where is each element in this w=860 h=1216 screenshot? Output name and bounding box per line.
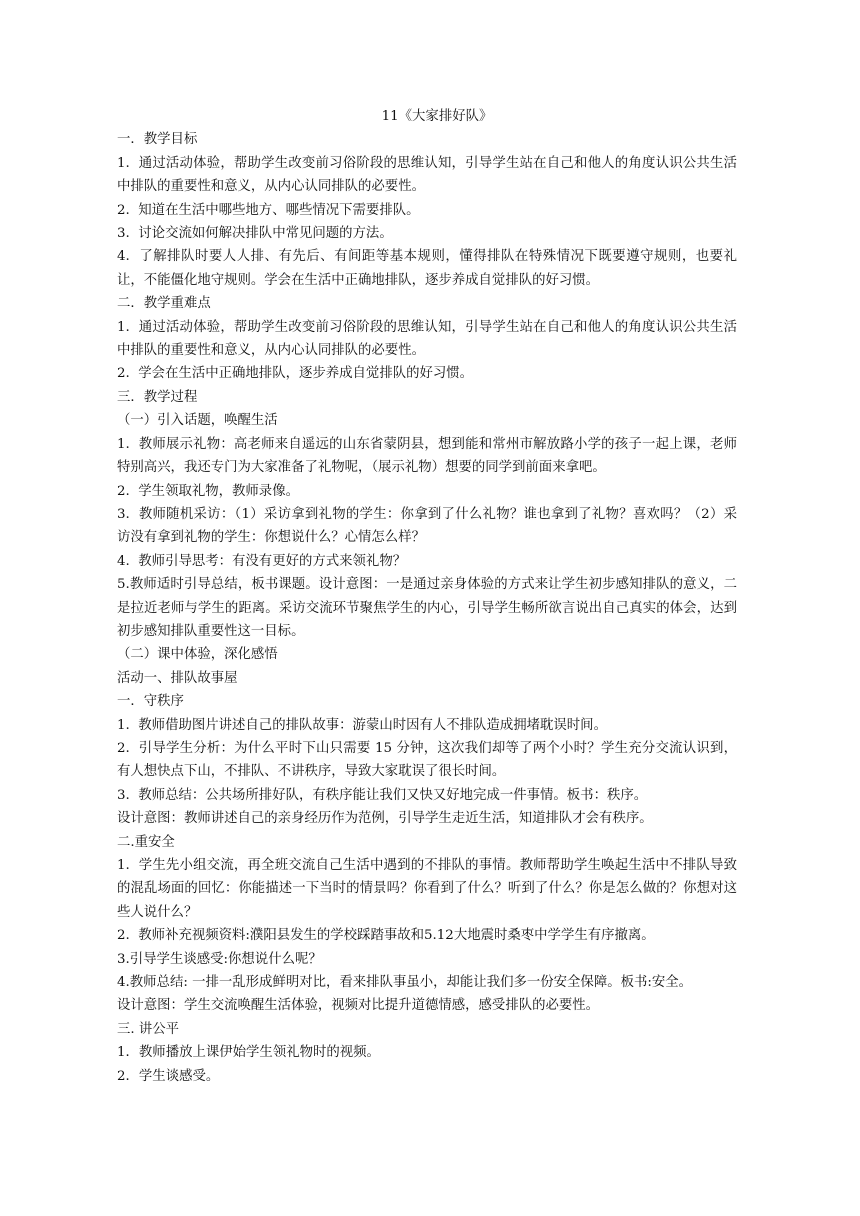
document-page bbox=[117, 105, 737, 1088]
paragraph: 1. 通过活动体验，帮助学生改变前习俗阶段的思维认知，引导学生站在自己和他人的角度认识公共生活中排队的重要性和意义，从内心认同排队的必要性。 bbox=[117, 155, 737, 195]
topic-heading: 一．守秩序 bbox=[117, 694, 184, 710]
paragraph: 4.教师总结: 一排一乱形成鲜明对比，看来排队事虽小，却能让我们多一份安全保障。板书:安全。 bbox=[117, 975, 693, 991]
paragraph: 1. 通过活动体验，帮助学生改变前习俗阶段的思维认知，引导学生站在自己和他人的角度认识公共生活中排队的重要性和意义，从内心认同排队的必要性。 bbox=[117, 319, 737, 359]
paragraph: 2. 学生领取礼物，教师录像。 bbox=[117, 483, 299, 499]
paragraph: 1. 学生先小组交流，再全班交流自己生活中遇到的不排队的事情。教师帮助学生唤起生活中不排队导致的混乱场面的回忆：你能描述一下当时的情景吗？你看到了什么？听到了什么？你是怎么做的？你想对这些人说什么？ bbox=[117, 858, 737, 920]
subsection-heading: （二）课中体验，深化感悟 bbox=[117, 647, 278, 663]
paragraph: 1. 教师借助图片讲述自己的排队故事：游蒙山时因有人不排队造成拥堵耽误时间。 bbox=[117, 717, 607, 733]
paragraph: 2. 引导学生分析：为什么平时下山只需要 15 分钟，这次我们却等了两个小时？学生充分交流认识到，有人想快点下山，不排队、不讲秩序，导致大家耽误了很长时间。 bbox=[117, 740, 737, 780]
paragraph: 2．学生谈感受。 bbox=[117, 1068, 220, 1084]
document-title: 11《大家排好队》 bbox=[381, 109, 493, 124]
section-heading-key-points: 二．教学重难点 bbox=[117, 296, 211, 312]
paragraph: 2. 教师补充视频资料:濮阳县发生的学校踩踏事故和5.12大地震时桑枣中学学生有序撤离。 bbox=[117, 928, 655, 944]
paragraph: 3. 讨论交流如何解决排队中常见问题的方法。 bbox=[117, 226, 393, 242]
section-heading-objectives: 一．教学目标 bbox=[117, 132, 198, 148]
paragraph: 3. 教师随机采访：（1）采访拿到礼物的学生：你拿到了什么礼物？谁也拿到了礼物？喜欢吗？（2）采访没有拿到礼物的学生：你想说什么？心情怎么样？ bbox=[117, 506, 737, 546]
paragraph: 3.引导学生谈感受:你想说什么呢？ bbox=[117, 951, 322, 967]
paragraph: 4. 教师引导思考：有没有更好的方式来领礼物？ bbox=[117, 553, 407, 569]
section-heading-process: 三．教学过程 bbox=[117, 389, 198, 405]
paragraph: 3. 教师总结：公共场所排好队，有秩序能让我们又快又好地完成一件事情。板书：秩序。 bbox=[117, 787, 648, 803]
subsection-heading: （一）引入话题，唤醒生活 bbox=[117, 413, 278, 429]
paragraph: 设计意图：学生交流唤醒生活体验，视频对比提升道德情感，感受排队的必要性。 bbox=[117, 998, 600, 1014]
activity-heading: 活动一、排队故事屋 bbox=[117, 670, 238, 686]
paragraph: 设计意图：教师讲述自己的亲身经历作为范例，引导学生走近生活，知道排队才会有秩序。 bbox=[117, 811, 653, 827]
paragraph: 2. 知道在生活中哪些地方、哪些情况下需要排队。 bbox=[117, 202, 420, 218]
paragraph: 5.教师适时引导总结，板书课题。设计意图：一是通过亲身体验的方式来让学生初步感知排队的意义，二是拉近老师与学生的距离。采访交流环节聚焦学生的内心，引导学生畅所欲言说出自己真实的体会，达到初步感知排队重要性这一目标。 bbox=[117, 577, 737, 639]
paragraph: 1. 教师展示礼物：高老师来自遥远的山东省蒙阴县，想到能和常州市解放路小学的孩子一起上课，老师特别高兴，我还专门为大家准备了礼物呢，（展示礼物）想要的同学到前面来拿吧。 bbox=[117, 436, 737, 476]
topic-heading: 三. 讲公平 bbox=[117, 1021, 180, 1037]
paragraph: 4. 了解排队时要人人排、有先后、有间距等基本规则，懂得排队在特殊情况下既要遵守规则，也要礼让，不能僵化地守规则。学会在生活中正确地排队，逐步养成自觉排队的好习惯。 bbox=[117, 249, 737, 288]
paragraph: 2. 学会在生活中正确地排队，逐步养成自觉排队的好习惯。 bbox=[117, 366, 474, 382]
document-body bbox=[117, 128, 737, 1088]
paragraph: 1．教师播放上课伊始学生领礼物时的视频。 bbox=[117, 1045, 380, 1061]
topic-heading: 二.重安全 bbox=[117, 834, 175, 850]
